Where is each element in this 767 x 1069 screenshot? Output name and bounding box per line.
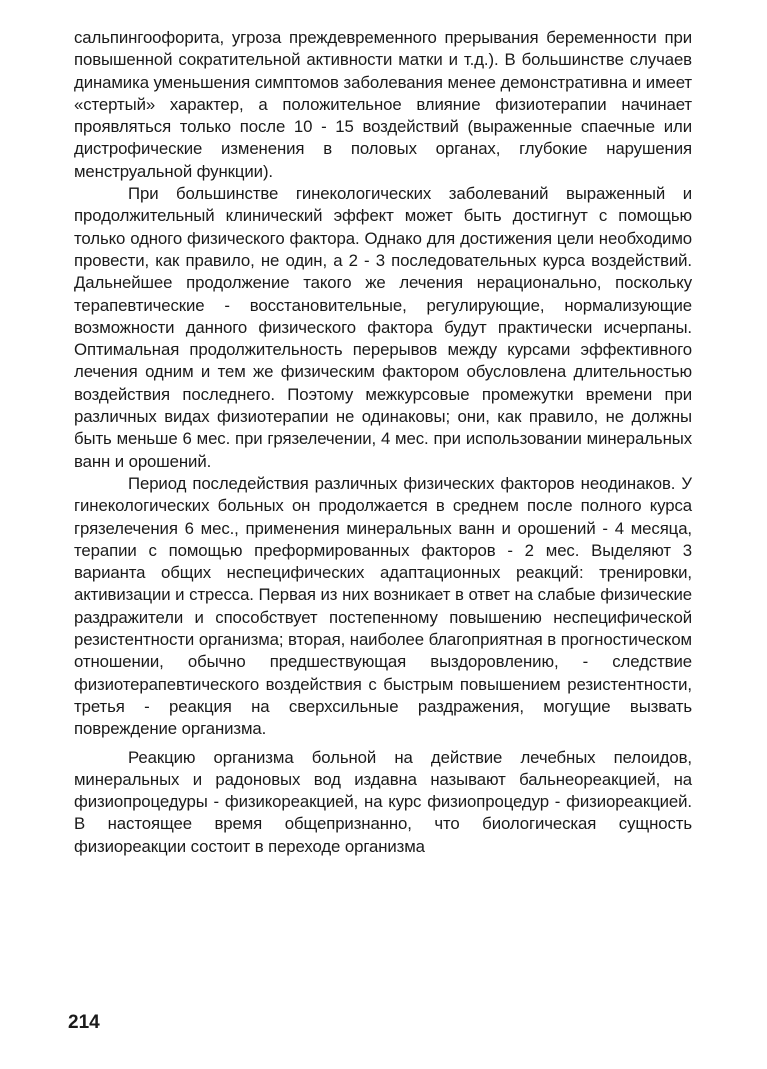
page-number: 214: [68, 1012, 100, 1033]
body-text: [74, 27, 692, 858]
paragraph-3: Период последействия различных физических факторов неодинаков. У гинекологических больных он продолжается в среднем после полного курса грязелечения 6 мес., применения минеральных ванн и орошений - 4 месяца, терапии с помощью преформированных факторов - 2 мес. Выделяют 3 варианта общих неспецифических адаптационных реакций: тренировки, активизации и стресса. Первая из них возникает в ответ на слабые физические раздражители и способствует постепенному повышению неспецифической резистентности организма; вторая, наиболее благоприятная в прогностическом отношении, обычно предшествующая выздоровлению, - следствие физиотерапевтического воздействия с быстрым повышением резистентности, третья - реакция на сверхсильные раздражения, могущие вызвать повреждение организма.: [74, 473, 692, 739]
paragraph-4: Реакцию организма больной на действие лечебных пелоидов, минеральных и радоновых вод издавна называют бальнеореакцией, на физиопроцедуры - физикореакцией, на курс физиопроцедур - физиореакцией. В настоящее время общепризнанно, что биологическая сущность физиореакции состоит в переходе организма: [74, 747, 692, 856]
paragraph-1: сальпингоофорита, угроза преждевременного прерывания беременности при повышенной сократительной активности матки и т.д.). В большинстве случаев динамика уменьшения симптомов заболевания менее демонстративна и имеет «стертый» характер, а положительное влияние физиотерапии начинает проявляться только после 10 - 15 воздействий (выраженные спаечные или дистрофические изменения в половых органах, глубокие нарушения менструальной функции).: [74, 28, 692, 181]
paragraph-2: При большинстве гинекологических заболеваний выраженный и продолжительный клинический эффект может быть достигнут с помощью только одного физического фактора. Однако для достижения цели необходимо провести, как правило, не один, а 2 - 3 последовательных курса воздействий. Дальнейшее продолжение такого же лечения нерационально, поскольку терапевтические - восстановительные, регулирующие, нормализующие возможности данного физического фактора будут практически исчерпаны. Оптимальная продолжительность перерывов между курсами эффективного лечения одним и тем же физическим фактором обусловлена длительностью воздействия последнего. Поэтому межкурсовые промежутки времени при различных видах физиотерапии не одинаковы; они, как правило, не должны быть меньше 6 мес. при грязелечении, 4 мес. при использовании минеральных ванн и орошений.: [74, 184, 692, 471]
